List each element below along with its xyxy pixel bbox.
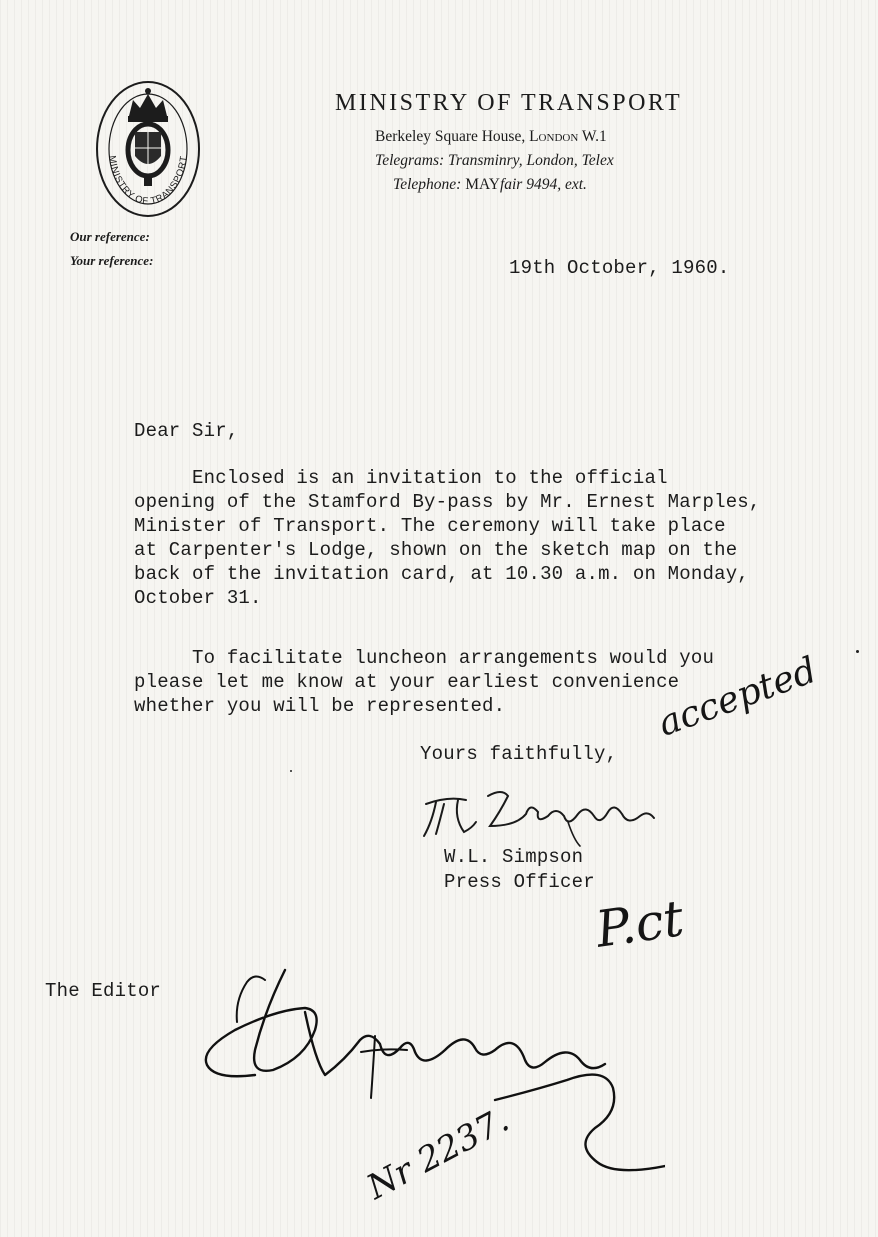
recipient-line: The Editor	[45, 980, 162, 1002]
paragraph-line: at Carpenter's Lodge, shown on the sketch map on the	[134, 539, 738, 561]
seal-text: MINISTRY OF TRANSPORT	[106, 154, 190, 208]
telephone-label: Telephone:	[393, 176, 462, 193]
body-paragraph-1	[134, 466, 761, 610]
paragraph-line: Minister of Transport. The ceremony will take place	[134, 515, 726, 537]
signer-title: Press Officer	[444, 871, 595, 893]
paper-speck	[290, 770, 292, 772]
address-line	[375, 128, 607, 146]
paragraph-line: back of the invitation card, at 10.30 a.m. on Monday,	[134, 563, 749, 585]
closing: Yours faithfully,	[420, 743, 618, 765]
your-reference-label: Your reference:	[70, 253, 154, 268]
paragraph-line: opening of the Stamford By-pass by Mr. Ernest Marples,	[134, 491, 761, 513]
ministry-seal-logo	[95, 80, 201, 218]
address-city: London W.1	[529, 128, 607, 145]
address-street: Berkeley Square House,	[375, 128, 526, 145]
telephone-number: fair 9494, ext.	[499, 176, 587, 193]
telephone-line	[393, 176, 587, 194]
salutation: Dear Sir,	[134, 420, 239, 442]
handwritten-reference-number: Nr 2237.	[360, 1099, 516, 1208]
body-paragraph-2	[134, 646, 714, 718]
letter-date: 19th October, 1960.	[509, 257, 730, 279]
paragraph-line: To facilitate luncheon arrangements would you	[134, 647, 715, 669]
paragraph-line: whether you will be represented.	[134, 695, 506, 717]
signer-name: W.L. Simpson	[444, 846, 584, 868]
telephone-exchange: MAY	[465, 176, 500, 193]
paragraph-line: Enclosed is an invitation to the official	[134, 467, 668, 489]
handwritten-initials: P.ct	[592, 889, 688, 959]
telegrams-line: Telegrams: Transminry, London, Telex	[375, 152, 614, 169]
paragraph-line: please let me know at your earliest convenience	[134, 671, 680, 693]
handwritten-accepted-note: accepted	[652, 649, 823, 745]
paper-speck	[856, 650, 859, 653]
paragraph-line: October 31.	[134, 587, 262, 609]
our-reference-label: Our reference:	[70, 229, 150, 244]
signature-simpson	[418, 782, 658, 850]
ministry-title: MINISTRY OF TRANSPORT	[335, 90, 683, 116]
